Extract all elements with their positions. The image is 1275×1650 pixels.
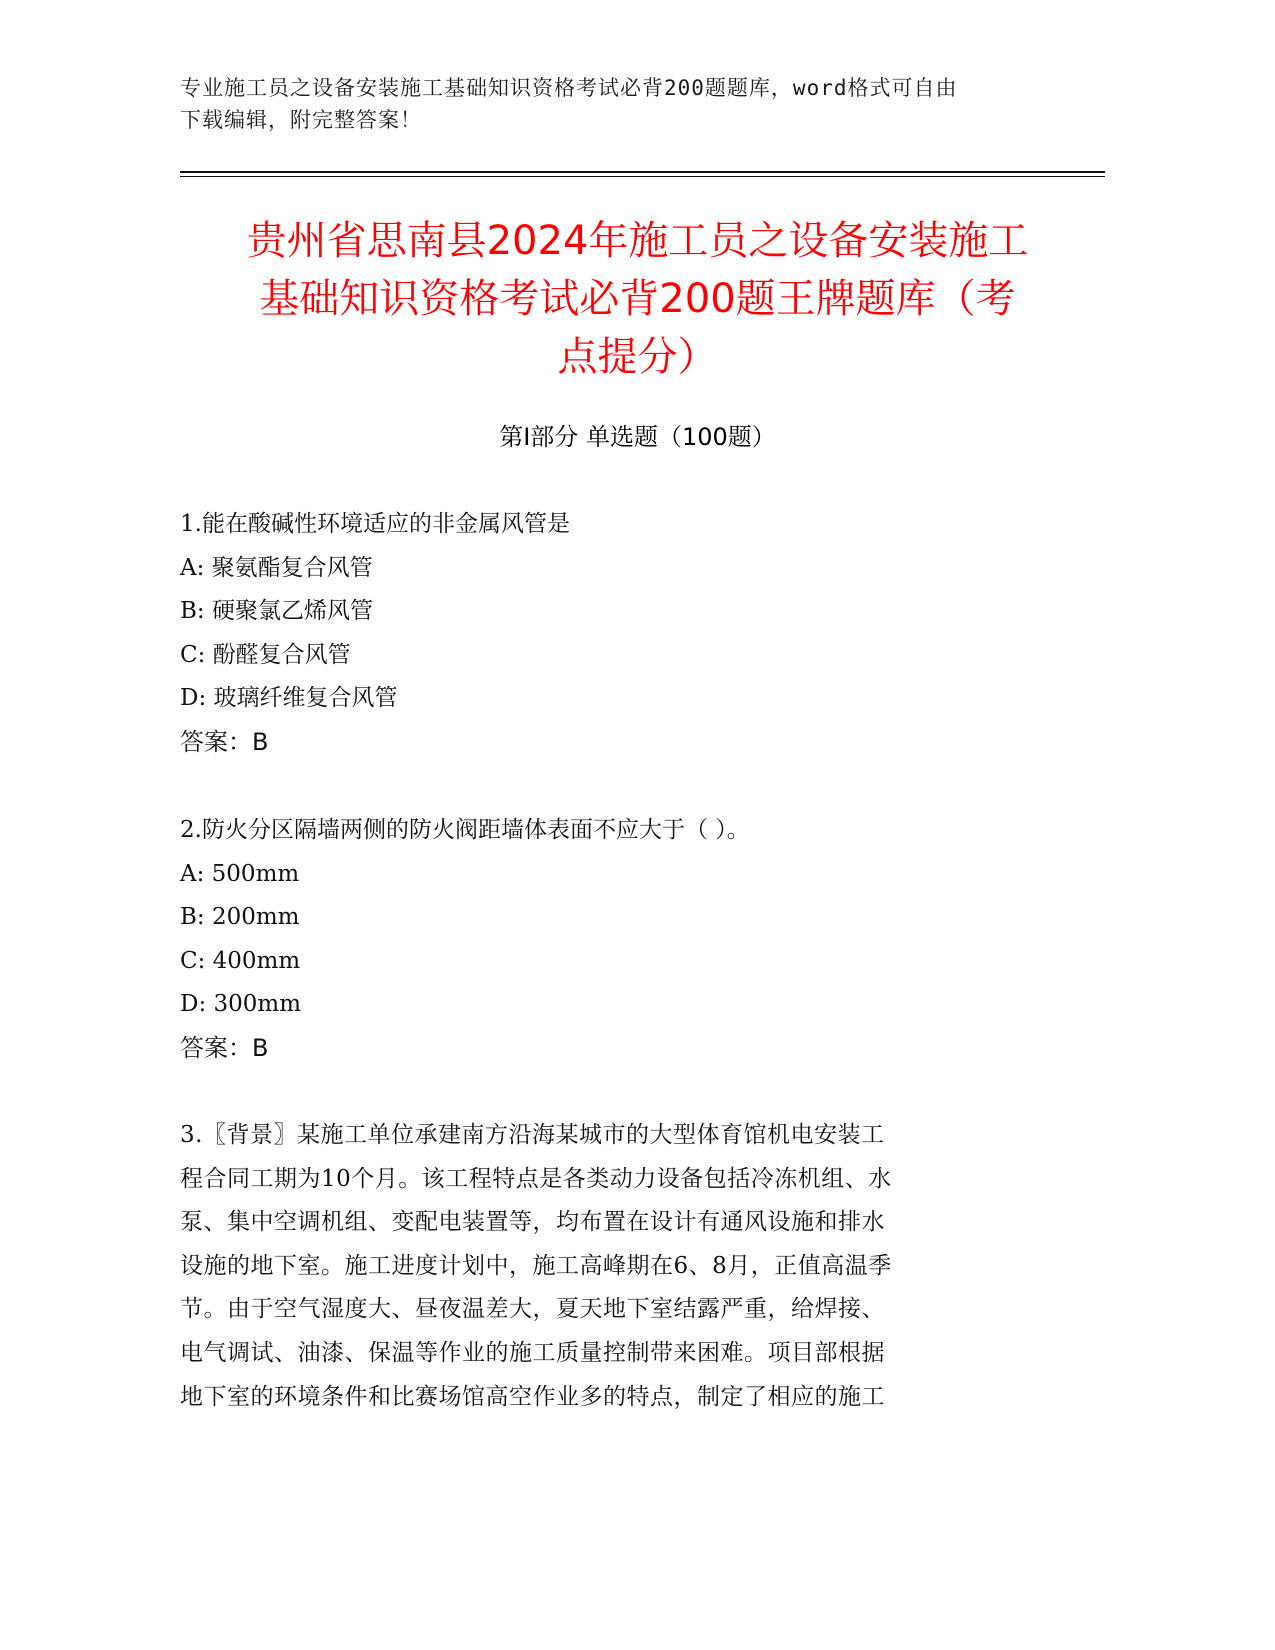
question-stem-line: 地下室的环境条件和比赛场馆高空作业多的特点，制定了相应的施工 (180, 1383, 885, 1410)
title-line-1: 贵州省思南县2024年施工员之设备安装施工 (246, 218, 1029, 264)
question-stem-line: 电气调试、油漆、保温等作业的施工质量控制带来困难。项目部根据 (180, 1339, 885, 1366)
question-1 (180, 503, 1060, 764)
option-c: C: 400mm (180, 947, 301, 974)
header-divider-thin (180, 176, 1105, 177)
title-line-3: 点提分） (557, 334, 718, 380)
header-note-line-2: 下载编辑，附完整答案！ (180, 108, 422, 132)
question-stem: 1.能在酸碱性环境适应的非金属风管是 (180, 511, 570, 537)
question-stem: 2.防火分区隔墙两侧的防火阀距墙体表面不应大于（ ）。 (180, 817, 750, 843)
option-a: A: 聚氨酯复合风管 (180, 554, 373, 581)
question-2 (180, 809, 1060, 1070)
question-stem-line: 3.〖背景〗某施工单位承建南方沿海某城市的大型体育馆机电安装工 (180, 1122, 885, 1148)
option-b: B: 200mm (180, 904, 300, 930)
question-stem-line: 泵、集中空调机组、变配电装置等，均布置在设计有通风设施和排水 (180, 1209, 885, 1236)
section-heading: 第I部分 单选题（100题） (499, 423, 776, 451)
question-stem-line: 程合同工期为10个月。该工程特点是各类动力设备包括冷冻机组、水 (180, 1165, 892, 1192)
option-a: A: 500mm (180, 860, 300, 887)
document-title (150, 212, 1125, 386)
question-stem-line: 设施的地下室。施工进度计划中，施工高峰期在6、8月，正值高温季 (180, 1252, 892, 1279)
header-divider-thick (180, 171, 1105, 173)
option-d: D: 玻璃纤维复合风管 (180, 685, 398, 711)
question-3 (180, 1114, 1060, 1419)
header-note-line-1: 专业施工员之设备安装施工基础知识资格考试必背200题题库，word格式可自由 (180, 76, 958, 100)
document-header-note (180, 72, 1080, 136)
option-d: D: 300mm (180, 991, 302, 1017)
answer: 答案：B (180, 727, 269, 756)
question-stem (180, 1114, 1030, 1419)
title-line-2: 基础知识资格考试必背200题王牌题库（考 (259, 276, 1016, 322)
option-c: C: 酚醛复合风管 (180, 641, 351, 668)
answer: 答案：B (180, 1033, 269, 1062)
option-b: B: 硬聚氯乙烯风管 (180, 598, 373, 624)
question-stem-line: 节。由于空气湿度大、昼夜温差大，夏天地下室结露严重，给焊接、 (180, 1296, 885, 1323)
